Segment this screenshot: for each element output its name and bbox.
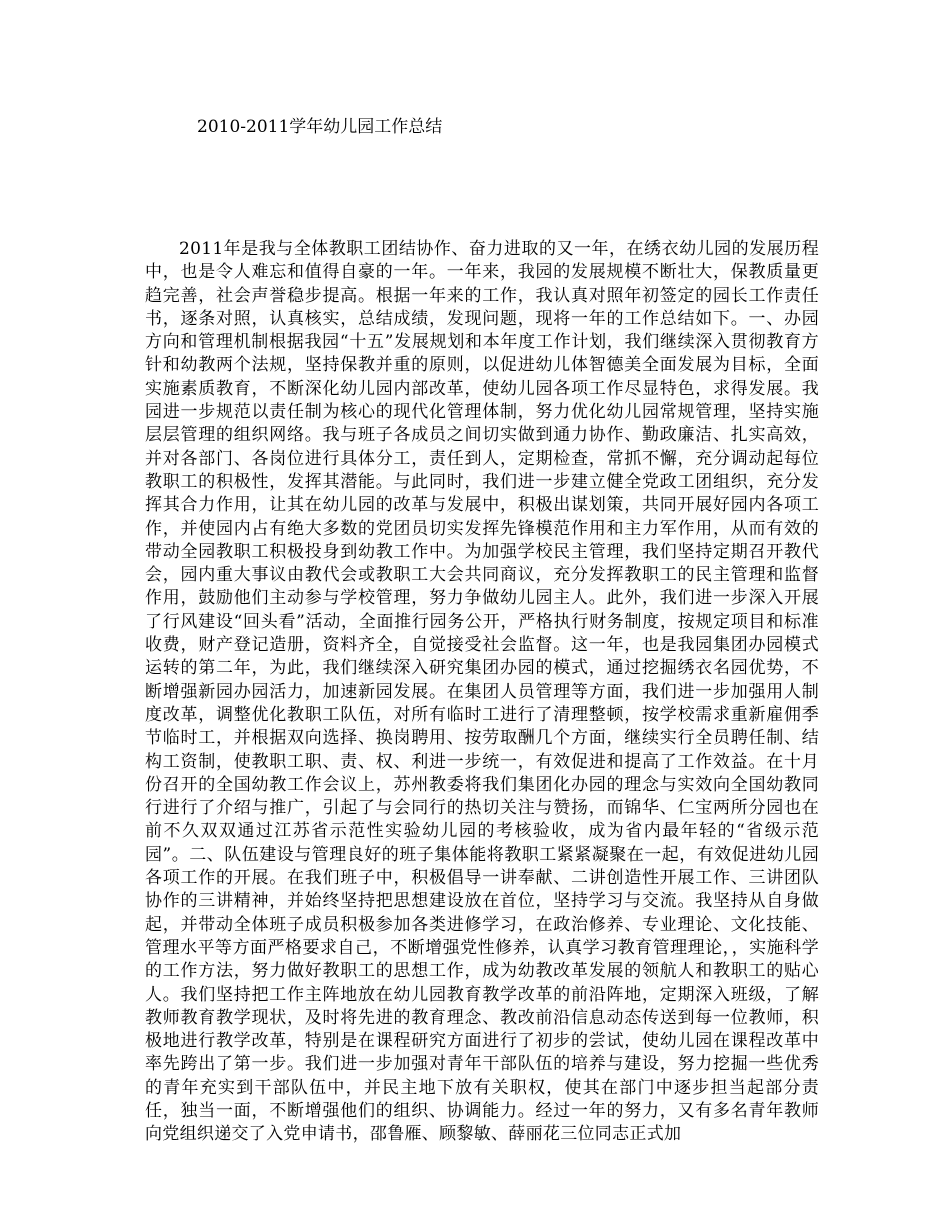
document-body-paragraph: 2011年是我与全体教职工团结协作、奋力进取的又一年，在绣衣幼儿园的发展历程中，也是令人难忘和值得自豪的一年。一年来，我园的发展规模不断壮大，保教质量更趋完善，社会声誉稳步提高。根据一年来的工作，我认真对照年初签定的园长工作责任书，逐条对照，认真核实，总结成绩，发现问题，现将一年的工作总结如下。一、办园方向和管理机制根据我园“十五”发展规划和本年度工作计划，我们继续深入贯彻教育方针和幼教两个法规，坚持保教并重的原则，以促进幼儿体智德美全面发展为目标，全面实施素质教育，不断深化幼儿园内部改革，使幼儿园各项工作尽显特色，求得发展。我园进一步规范以责任制为核心的现代化管理体制，努力优化幼儿园常规管理，坚持实施层层管理的组织网络。我与班子各成员之间切实做到通力协作、勤政廉洁、扎实高效，并对各部门、各岗位进行具体分工，责任到人，定期检查，常抓不懈，充分调动起每位教职工的积极性，发挥其潜能。与此同时，我们进一步建立健全党政工团组织，充分发挥其合力作用，让其在幼儿园的改革与发展中，积极出谋划策，共同开展好园内各项工作，并使园内占有绝大多数的党团员切实发挥先锋模范作用和主力军作用，从而有效的带动全园教职工积极投身到幼教工作中。为加强学校民主管理，我们坚持定期召开教代会，园内重大事议由教代会或教职工大会共同商议，充分发挥教职工的民主管理和监督作用，鼓励他们主动参与学校管理，努力争做幼儿园主人。此外，我们进一步深入开展了行风建设“回头看”活动，全面推行园务公开，严格执行财务制度，按规定项目和标准收费，财产登记造册，资料齐全，自觉接受社会监督。这一年，也是我园集团办园模式运转的第二年，为此，我们继续深入研究集团办园的模式，通过挖掘绣衣名园优势，不断增强新园办园活力，加速新园发展。在集团人员管理等方面，我们进一步加强用人制度改革，调整优化教职工队伍，对所有临时工进行了清理整顿，按学校需求重新雇佣季节临时工，并根据双向选择、换岗聘用、按劳取酬几个方面，继续实行全员聘任制、结构工资制，使教职工职、责、权、利进一步统一，有效促进和提高了工作效益。在十月份召开的全国幼教工作会议上，苏州教委将我们集团化办园的理念与实效向全国幼教同行进行了介绍与推广，引起了与会同行的热切关注与赞扬，而锦华、仁宝两所分园也在前不久双双通过江苏省示范性实验幼儿园的考核验收，成为省内最年轻的“省级示范园”。二、队伍建设与管理良好的班子集体能将教职工紧紧凝聚在一起，有效促进幼儿园各项工作的开展。在我们班子中，积极倡导一讲奉献、二讲创造性开展工作、三讲团队协作的三讲精神，并始终坚持把思想建设放在首位，坚持学习与交流。我坚持从自身做起，并带动全体班子成员积极参加各类进修学习，在政治修养、专业理论、文化技能、管理水平等方面严格要求自己，不断增强党性修养，认真学习教育管理理论，，实施科学的工作方法，努力做好教职工的思想工作，成为幼教改革发展的领航人和教职工的贴心人。我们坚持把工作主阵地放在幼儿园教育教学改革的前沿阵地，定期深入班级，了解教师教育教学现状，及时将先进的教育理念、教改前沿信息动态传送到每一位教师，积极地进行教学改革，特别是在课程研究方面进行了初步的尝试，使幼儿园在课程改革中率先跨出了第一步。我们进一步加强对青年干部队伍的培养与建设，努力挖掘一些优秀的青年充实到干部队伍中，并民主地下放有关职权，使其在部门中逐步担当起部分责任，独当一面，不断增强他们的组织、协调能力。经过一年的努力，又有多名青年教师向党组织递交了入党申请书，邵鲁雁、顾黎敏、薛丽花三位同志正式加 — [145, 239, 819, 1145]
document-title: 2010-2011学年幼儿园工作总结 — [197, 117, 443, 137]
